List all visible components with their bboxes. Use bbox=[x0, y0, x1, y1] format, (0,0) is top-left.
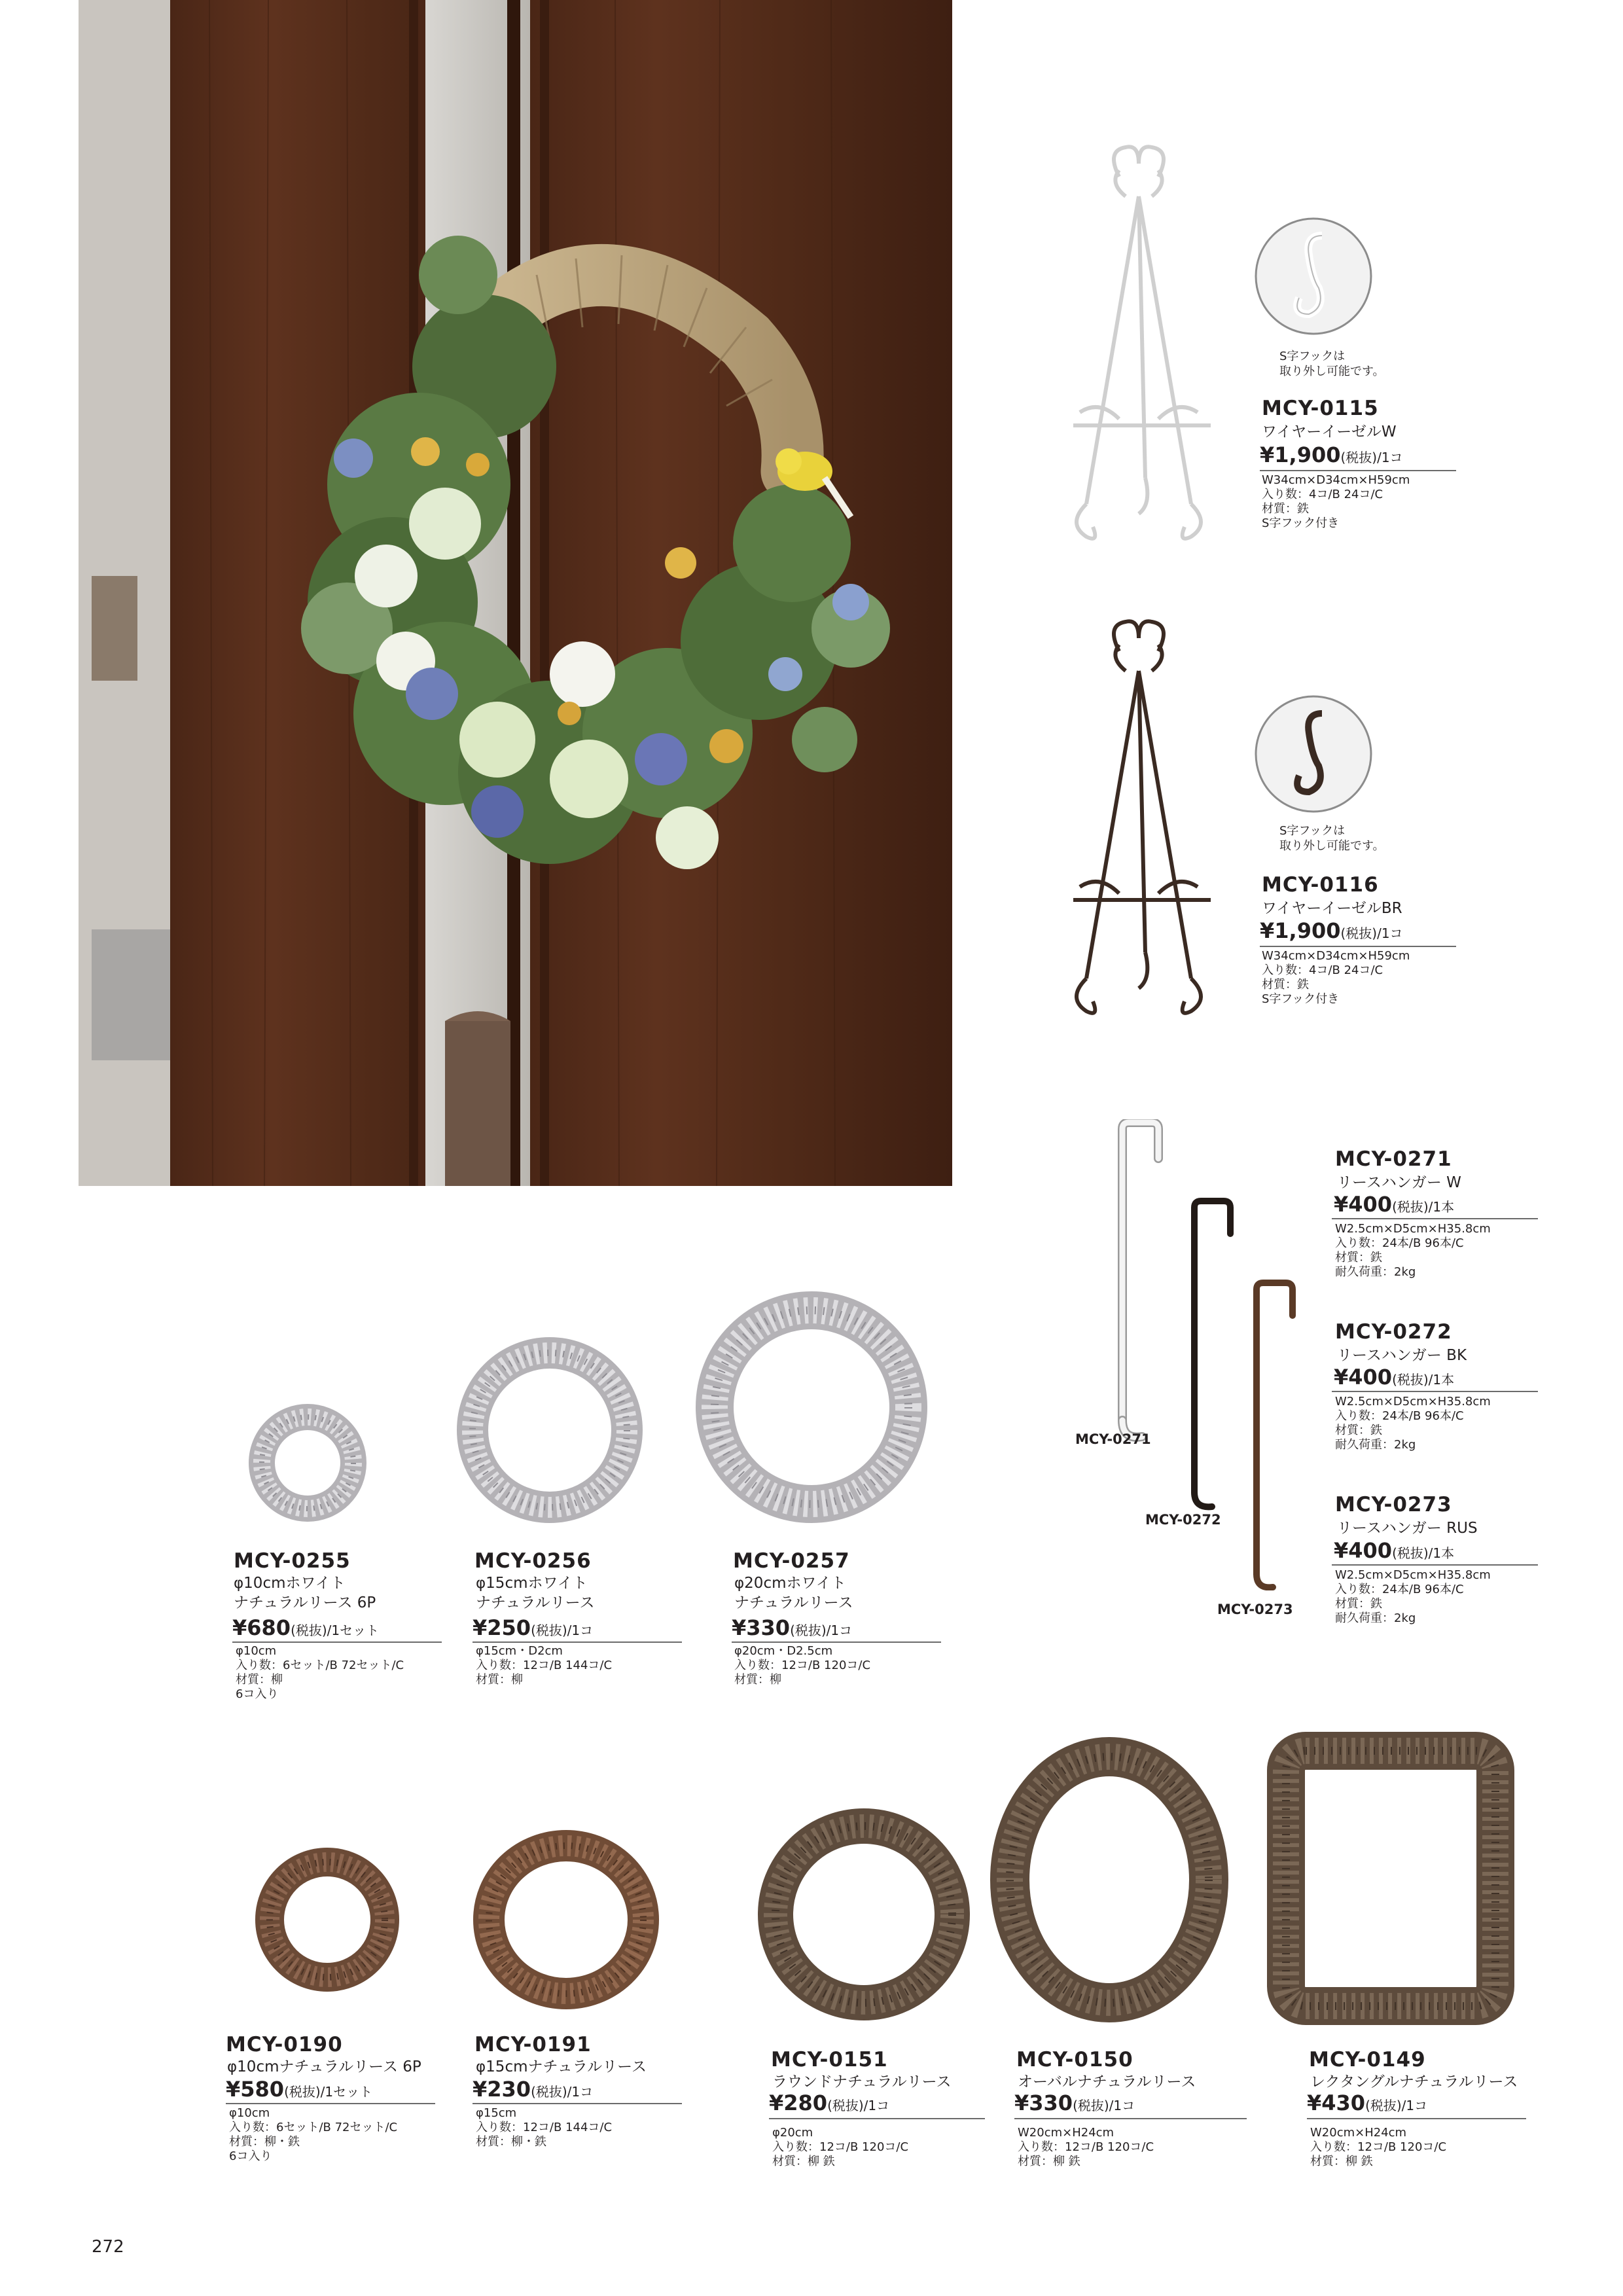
product-price: ¥580(税抜)/1セット bbox=[226, 2077, 373, 2102]
image-label: MCY-0271 bbox=[1075, 1431, 1151, 1447]
page-number: 272 bbox=[92, 2237, 124, 2257]
product-price: ¥400(税抜)/1本 bbox=[1334, 1365, 1455, 1390]
product-specs: φ10cm 入り数：6セット/B 72セット/C 材質：柳・鉄 6コ入り bbox=[229, 2106, 398, 2163]
product-code: MCY-0191 bbox=[474, 2033, 592, 2056]
product-code: MCY-0255 bbox=[234, 1549, 351, 1573]
product-specs: φ20cm・D2.5cm 入り数：12コ/B 120コ/C 材質：柳 bbox=[734, 1644, 871, 1687]
product-code: MCY-0272 bbox=[1335, 1320, 1452, 1344]
product-name: リースハンガー W bbox=[1337, 1174, 1461, 1191]
divider bbox=[769, 2118, 985, 2119]
product-specs: W34cm×D34cm×H59cm 入り数：4コ/B 24コ/C 材質：鉄 S字フック付き bbox=[1262, 473, 1410, 530]
product-name: φ15cmホワイト ナチュラルリース bbox=[476, 1575, 595, 1611]
divider bbox=[226, 2103, 435, 2104]
product-code: MCY-0151 bbox=[771, 2048, 888, 2072]
divider bbox=[1014, 2118, 1247, 2119]
product-specs: W2.5cm×D5cm×H35.8cm 入り数：24本/B 96本/C 材質：鉄 耐久荷重：2kg bbox=[1335, 1222, 1491, 1279]
product-price: ¥330(税抜)/1コ bbox=[732, 1615, 853, 1640]
product-specs: W20cm×H24cm 入り数：12コ/B 120コ/C 材質：柳 鉄 bbox=[1018, 2126, 1154, 2168]
easel-white-image bbox=[1047, 137, 1230, 556]
product-name: φ20cmホワイト ナチュラルリース bbox=[734, 1575, 853, 1611]
divider bbox=[1307, 2118, 1526, 2119]
hook-note-1: S字フックは 取り外し可能です。 bbox=[1279, 350, 1385, 378]
product-price: ¥400(税抜)/1本 bbox=[1334, 1192, 1455, 1217]
product-code: MCY-0256 bbox=[474, 1549, 592, 1573]
divider bbox=[1260, 470, 1456, 471]
natural-wreath-15cm-image bbox=[471, 1825, 661, 2015]
product-code: MCY-0150 bbox=[1016, 2048, 1133, 2072]
image-label: MCY-0272 bbox=[1145, 1512, 1221, 1528]
hero-photo bbox=[79, 0, 952, 1186]
natural-wreath-10cm-image bbox=[252, 1844, 402, 1995]
product-name: ラウンドナチュラルリース bbox=[772, 2073, 952, 2090]
divider bbox=[1332, 1391, 1538, 1392]
product-code: MCY-0273 bbox=[1335, 1493, 1452, 1516]
product-specs: φ15cm・D2cm 入り数：12コ/B 144コ/C 材質：柳 bbox=[476, 1644, 613, 1687]
oval-natural-wreath-image bbox=[988, 1734, 1230, 2026]
product-name: リースハンガー RUS bbox=[1337, 1520, 1478, 1537]
product-code: MCY-0115 bbox=[1262, 397, 1379, 420]
product-specs: W2.5cm×D5cm×H35.8cm 入り数：24本/B 96本/C 材質：鉄 耐久荷重：2kg bbox=[1335, 1395, 1491, 1452]
divider bbox=[732, 1641, 941, 1643]
product-price: ¥400(税抜)/1本 bbox=[1334, 1538, 1455, 1563]
hook-note-2: S字フックは 取り外し可能です。 bbox=[1279, 824, 1385, 853]
product-specs: φ15cm 入り数：12コ/B 144コ/C 材質：柳・鉄 bbox=[476, 2106, 613, 2149]
product-specs: φ10cm 入り数：6セット/B 72セット/C 材質：柳 6コ入り bbox=[236, 1644, 404, 1701]
divider bbox=[1332, 1564, 1538, 1566]
product-name: ワイヤーイーゼルBR bbox=[1262, 900, 1402, 917]
product-price: ¥1,900(税抜)/1コ bbox=[1260, 442, 1403, 467]
product-name: レクタングルナチュラルリース bbox=[1310, 2073, 1518, 2090]
product-code: MCY-0116 bbox=[1262, 873, 1379, 897]
rectangle-natural-wreath-image bbox=[1266, 1731, 1515, 2026]
image-label: MCY-0273 bbox=[1217, 1602, 1293, 1617]
product-code: MCY-0271 bbox=[1335, 1147, 1452, 1171]
product-price: ¥680(税抜)/1セット bbox=[232, 1615, 380, 1640]
white-wreath-15cm-image bbox=[455, 1335, 645, 1525]
product-name: ワイヤーイーゼルW bbox=[1262, 423, 1397, 440]
product-price: ¥250(税抜)/1コ bbox=[473, 1615, 594, 1640]
divider bbox=[473, 1641, 682, 1643]
product-price: ¥430(税抜)/1コ bbox=[1307, 2090, 1428, 2115]
product-price: ¥230(税抜)/1コ bbox=[473, 2077, 594, 2102]
divider bbox=[232, 1641, 442, 1643]
product-specs: W20cm×H24cm 入り数：12コ/B 120コ/C 材質：柳 鉄 bbox=[1310, 2126, 1447, 2168]
divider bbox=[1332, 1218, 1538, 1219]
divider bbox=[473, 2103, 682, 2104]
s-hook-white-image bbox=[1253, 216, 1374, 337]
white-wreath-20cm-image bbox=[690, 1286, 933, 1528]
product-name: φ10cmナチュラルリース 6P bbox=[227, 2058, 421, 2075]
easel-brown-image bbox=[1047, 612, 1230, 1031]
product-name: φ15cmナチュラルリース bbox=[476, 2058, 647, 2075]
product-price: ¥280(税抜)/1コ bbox=[769, 2090, 890, 2115]
product-specs: φ20cm 入り数：12コ/B 120コ/C 材質：柳 鉄 bbox=[772, 2126, 909, 2168]
product-specs: W34cm×D34cm×H59cm 入り数：4コ/B 24コ/C 材質：鉄 S字フック付き bbox=[1262, 949, 1410, 1006]
product-name: リースハンガー BK bbox=[1337, 1347, 1467, 1364]
product-specs: W2.5cm×D5cm×H35.8cm 入り数：24本/B 96本/C 材質：鉄 耐久荷重：2kg bbox=[1335, 1568, 1491, 1625]
divider bbox=[1260, 946, 1456, 947]
s-hook-brown-image bbox=[1253, 694, 1374, 815]
product-code: MCY-0190 bbox=[226, 2033, 343, 2056]
product-name: φ10cmホワイト ナチュラルリース 6P bbox=[234, 1575, 376, 1611]
product-price: ¥1,900(税抜)/1コ bbox=[1260, 918, 1403, 943]
product-code: MCY-0257 bbox=[733, 1549, 850, 1573]
round-natural-wreath-image bbox=[753, 1803, 975, 2026]
product-code: MCY-0149 bbox=[1309, 2048, 1426, 2072]
product-name: オーバルナチュラルリース bbox=[1018, 2073, 1196, 2090]
product-price: ¥330(税抜)/1コ bbox=[1014, 2090, 1135, 2115]
white-wreath-10cm-image bbox=[245, 1401, 370, 1525]
